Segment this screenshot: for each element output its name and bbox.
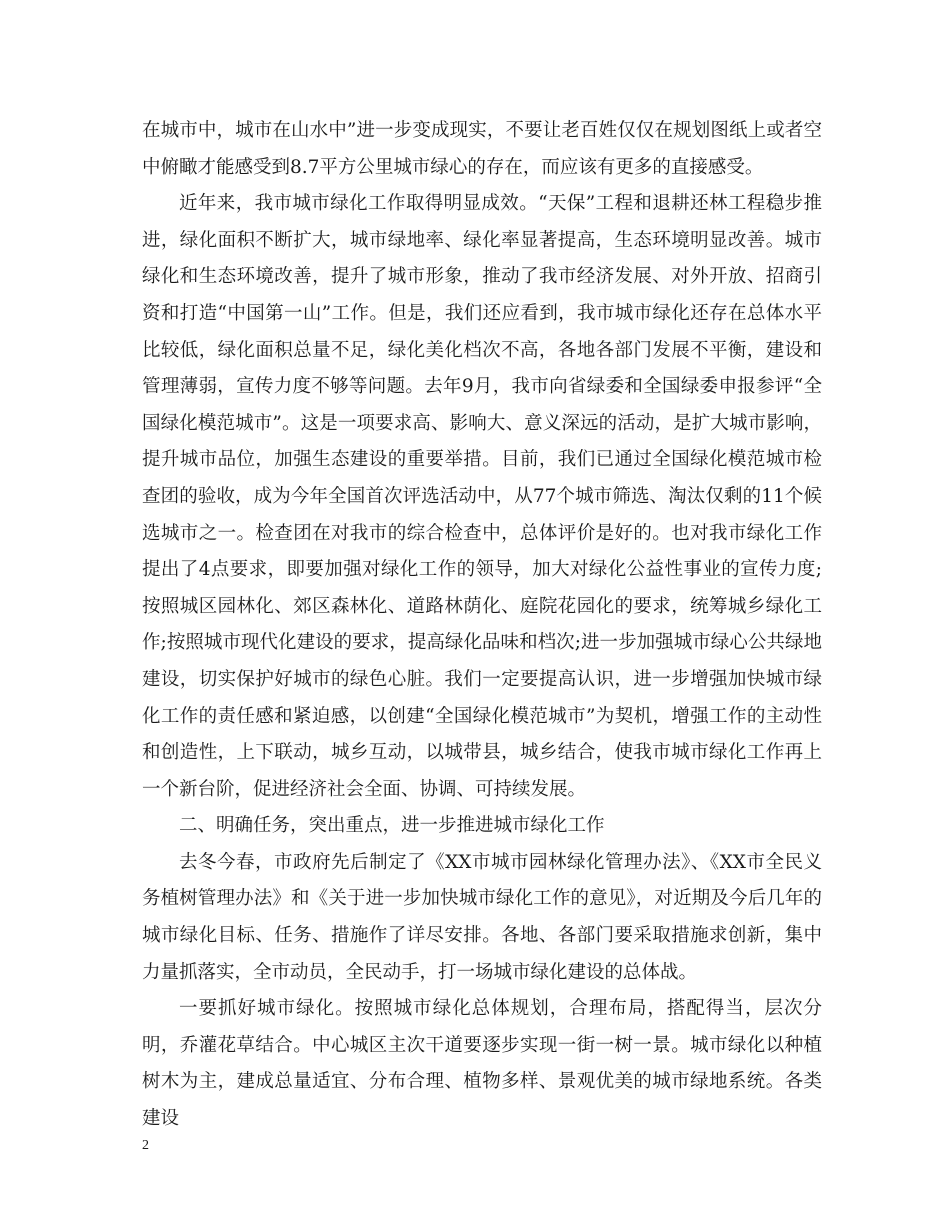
paragraph-urban-greening: 一要抓好城市绿化。按照城市绿化总体规划，合理布局，搭配得当，层次分明，乔灌花草结合。中心城区主次干道要逐步实现一街一树一景。城市绿化以种植树木为主，建成总量适宜、分布合理、植物多样、景观优美的城市绿地系统。各类建设 xyxy=(142,998,822,1130)
section-heading: 二、明确任务，突出重点，进一步推进城市绿化工作 xyxy=(179,815,605,837)
paragraph-management-measures: 去冬今春，市政府先后制定了《XX市城市园林绿化管理办法》、《XX市全民义务植树管理办法》和《关于进一步加快城市绿化工作的意见》，对近期及今后几年的城市绿化目标、任务、措施作了详尽安排。各地、各部门要采取措施求创新，集中力量抓落实，全市动员，全民动手，打一场城市绿化建设的总体战。 xyxy=(142,851,822,983)
document-body xyxy=(142,113,822,1138)
paragraph-greening-achievements: 近年来，我市城市绿化工作取得明显成效。“天保”工程和退耕还林工程稳步推进，绿化面积不断扩大，城市绿地率、绿化率显著提高，生态环境明显改善。城市绿化和生态环境改善，提升了城市形象，推动了我市经济发展、对外开放、招商引资和打造“中国第一山”工作。但是，我们还应看到，我市城市绿化还存在总体水平比较低，绿化面积总量不足，绿化美化档次不高，各地各部门发展不平衡，建设和管理薄弱，宣传力度不够等问题。去年9月，我市向省绿委和全国绿委申报参评“全国绿化模范城市”。这是一项要求高、影响大、意义深远的活动，是扩大城市影响，提升城市品位，加强生态建设的重要举措。目前，我们已通过全国绿化模范城市检查团的验收，成为今年全国首次评选活动中，从77个城市筛选、淘汰仅剩的11个候选城市之一。检查团在对我市的综合检查中，总体评价是好的。也对我市绿化工作提出了4点要求，即要加强对绿化工作的领导，加大对绿化公益性事业的宣传力度;按照城区园林化、郊区森林化、道路林荫化、庭院花园化的要求，统筹城乡绿化工作;按照城市现代化建设的要求，提高绿化品味和档次;进一步加强城市绿心公共绿地建设，切实保护好城市的绿色心脏。我们一定要提高认识，进一步增强加快城市绿化工作的责任感和紧迫感，以创建“全国绿化模范城市”为契机，增强工作的主动性和创造性，上下联动，城乡互动，以城带县，城乡结合，使我市城市绿化工作再上一个新台阶，促进经济社会全面、协调、可持续发展。 xyxy=(142,193,822,800)
paragraph-continuation: 在城市中，城市在山水中”进一步变成现实，不要让老百姓仅仅在规划图纸上或者空中俯瞰才能感受到8.7平方公里城市绿心的存在，而应该有更多的直接感受。 xyxy=(142,120,822,178)
page-number: 2 xyxy=(142,1138,149,1153)
